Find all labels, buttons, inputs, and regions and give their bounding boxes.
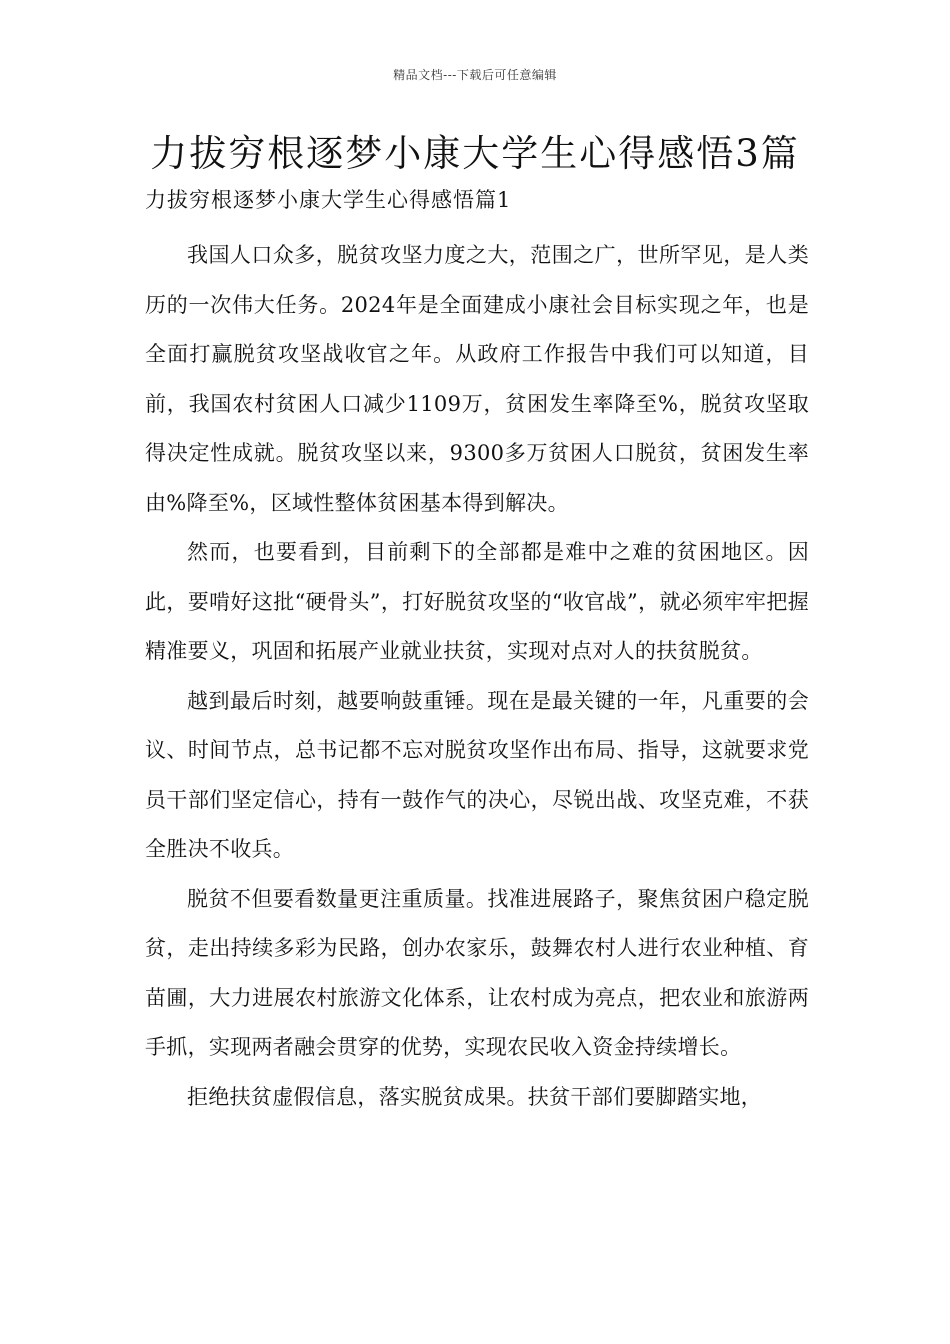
paragraph-1: 我国人口众多，脱贫攻坚力度之大，范围之广，世所罕见，是人类历的一次伟大任务。2024年是全面建成小康社会目标实现之年，也是全面打赢脱贫攻坚战收官之年。从政府工作报告中我们可以知道，目前，我国农村贫困人口减少1109万，贫困发生率降至%，脱贫攻坚取得决定性成就。脱贫攻坚以来，9300多万贫困人口脱贫，贫困发生率由%降至%，区域性整体贫困基本得到解决。 [145,243,809,515]
paragraph-2: 然而，也要看到，目前剩下的全部都是难中之难的贫困地区。因此，要啃好这批“硬骨头”，打好脱贫攻坚的“收官战”，就必须牢牢把握精准要义，巩固和拓展产业就业扶贫，实现对点对人的扶贫脱贫。 [145,540,809,663]
document-title: 力拔穷根逐梦小康大学生心得感悟3篇 [150,132,800,175]
document-body [145,231,809,1122]
page-header-note: 精品文档---下载后可任意编辑 [393,68,557,82]
document-subtitle: 力拔穷根逐梦小康大学生心得感悟篇1 [145,188,512,212]
paragraph-4: 脱贫不但要看数量更注重质量。找准进展路子，聚焦贫困户稳定脱贫，走出持续多彩为民路，创办农家乐，鼓舞农村人进行农业种植、育苗圃，大力进展农村旅游文化体系，让农村成为亮点，把农业和旅游两手抓，实现两者融会贯穿的优势，实现农民收入资金持续增长。 [145,886,809,1059]
paragraph-3: 越到最后时刻，越要响鼓重锤。现在是最关键的一年，凡重要的会议、时间节点，总书记都不忘对脱贫攻坚作出布局、指导，这就要求党员干部们坚定信心，持有一鼓作气的决心，尽锐出战、攻坚克难，不获全胜决不收兵。 [145,688,809,861]
paragraph-5: 拒绝扶贫虚假信息，落实脱贫成果。扶贫干部们要脚踏实地， [187,1084,763,1109]
